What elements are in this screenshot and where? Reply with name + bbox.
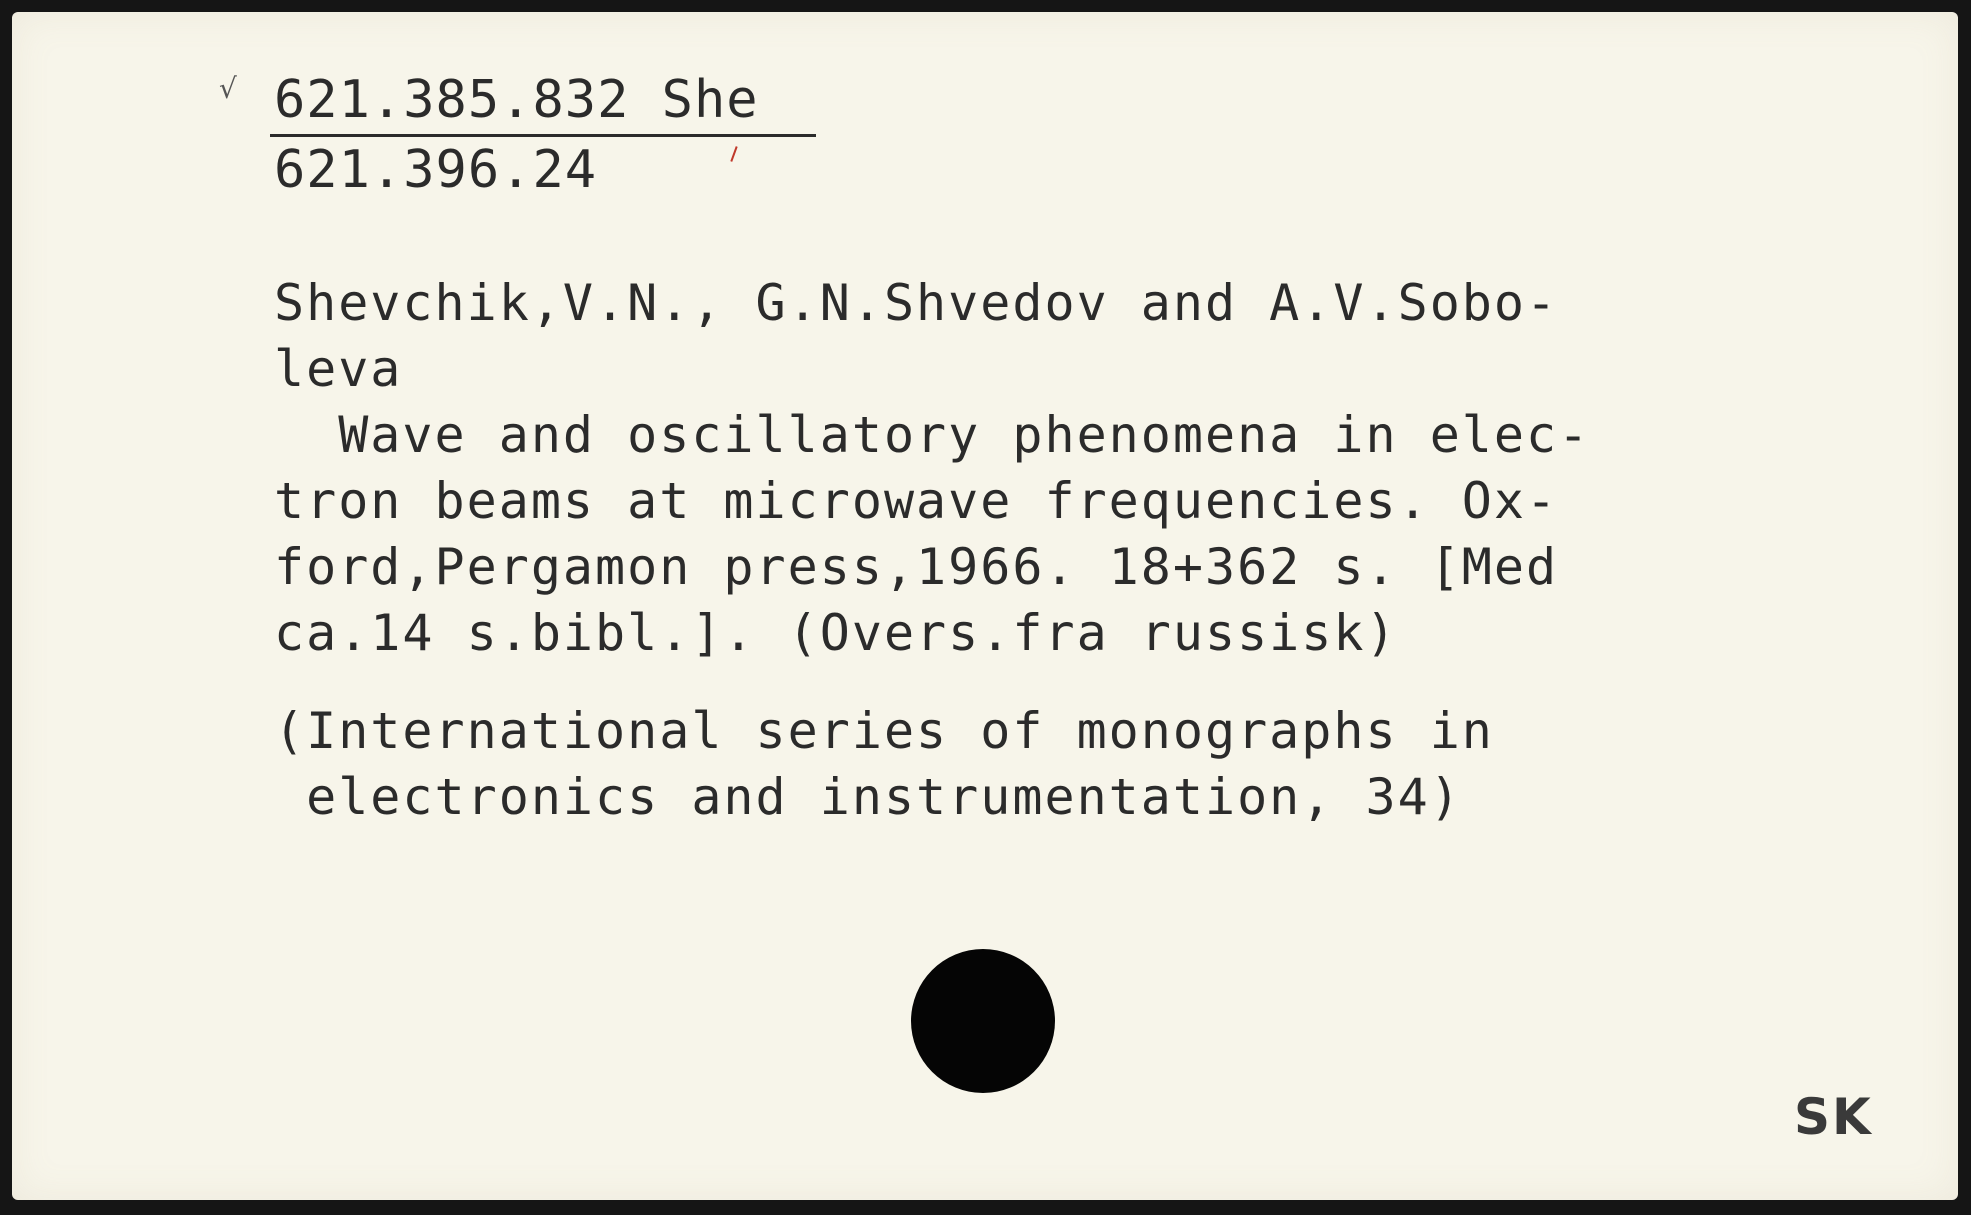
series-line: (International series of monographs in bbox=[274, 702, 1494, 760]
entry-line: ford,Pergamon press,1966. 18+362 s. [Med bbox=[274, 538, 1559, 596]
library-stamp: SK bbox=[1794, 1088, 1873, 1146]
call-number-primary: 621.385.832 She bbox=[274, 70, 759, 130]
red-pencil-mark bbox=[730, 146, 737, 162]
entry-line: Wave and oscillatory phenomena in elec- bbox=[274, 406, 1591, 464]
punch-hole bbox=[911, 949, 1055, 1093]
call-number-underline bbox=[270, 134, 816, 137]
call-number-secondary: 621.396.24 bbox=[274, 140, 598, 200]
check-mark: √ bbox=[219, 72, 237, 105]
catalog-card bbox=[12, 12, 1958, 1200]
entry-line: tron beams at microwave frequencies. Ox- bbox=[274, 472, 1559, 530]
entry-line: ca.14 s.bibl.]. (Overs.fra russisk) bbox=[274, 604, 1398, 662]
series-line: electronics and instrumentation, 34) bbox=[274, 768, 1462, 826]
entry-line: Shevchik,V.N., G.N.Shvedov and A.V.Sobo- bbox=[274, 274, 1559, 332]
entry-line: leva bbox=[274, 340, 403, 398]
